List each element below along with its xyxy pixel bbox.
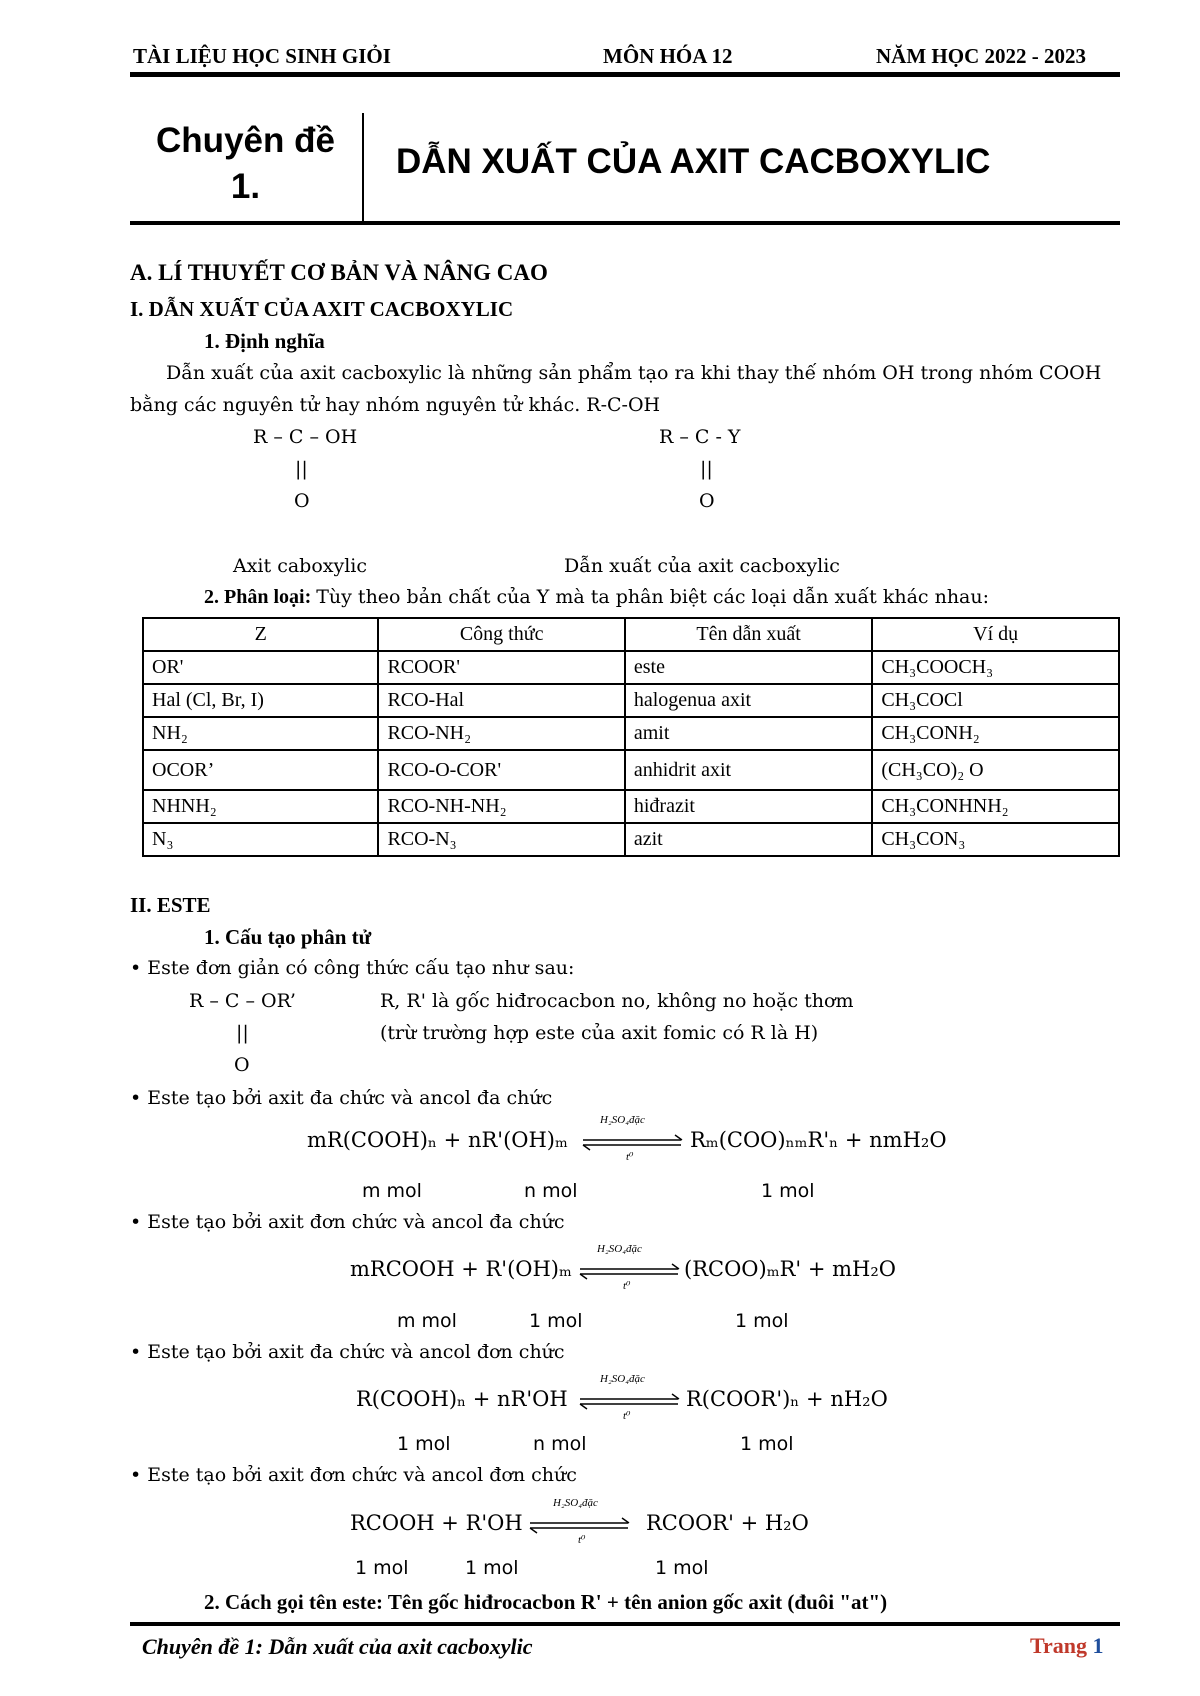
table-cell: RCO-NH₂ (378, 717, 624, 750)
reaction-2-mol-b: 1 mol (529, 1310, 583, 1332)
chapter-divider (362, 113, 364, 223)
reaction-4-mol-c: 1 mol (655, 1557, 709, 1579)
ester-double-bond: || (236, 1022, 249, 1044)
reaction-1-left: mR(COOH)ₙ + nR'(OH)ₘ (307, 1128, 568, 1152)
table-cell: CH₃CONH₂ (872, 717, 1119, 750)
table-cell: RCOOR' (378, 651, 624, 684)
reaction-3-left: R(COOH)ₙ + nR'OH (356, 1387, 568, 1411)
reaction-4-catalyst: H₂SO₄đặc (553, 1497, 598, 1509)
header-rule (130, 72, 1120, 77)
definition-line2: bằng các nguyên tử hay nhóm nguyên tử khác. R-C-OH (130, 394, 661, 416)
column-header: Ví dụ (872, 618, 1119, 651)
footer-text: Chuyên đề 1: Dẫn xuất của axit cacboxylic (142, 1634, 533, 1659)
table-cell: OR' (143, 651, 378, 684)
reaction-2-temp: t⁰ (623, 1280, 631, 1292)
table-cell: CH₃CONHNH₂ (872, 790, 1119, 823)
table-cell: amit (625, 717, 872, 750)
reaction-4-right: RCOOR' + H₂O (646, 1511, 809, 1535)
column-header: Z (143, 618, 378, 651)
acid-formula: R – C – OH (253, 426, 358, 448)
table-cell: RCO-NH-NH₂ (378, 790, 624, 823)
column-header: Tên dẫn xuất (625, 618, 872, 651)
structure-intro: • Este đơn giản có công thức cấu tạo như sau: (130, 957, 575, 979)
derivatives-table (142, 617, 1120, 857)
reaction-1-catalyst: H₂SO₄đặc (600, 1114, 645, 1126)
reaction-3-temp: t⁰ (623, 1410, 631, 1422)
derivative-double-bond: || (700, 458, 713, 480)
header-center: MÔN HÓA 12 (603, 44, 733, 68)
table-cell: RCO-N₃ (378, 823, 624, 856)
reaction-2-right: (RCOO)ₘR' + mH₂O (684, 1257, 896, 1281)
chapter-label (133, 118, 358, 210)
reaction-4-temp: t⁰ (578, 1534, 586, 1546)
acid-double-bond: || (295, 458, 308, 480)
derivative-caption: Dẫn xuất của axit cacboxylic (564, 555, 840, 577)
reaction-2-left: mRCOOH + R'(OH)ₘ (350, 1257, 572, 1281)
reaction-1-mol-b: n mol (524, 1180, 578, 1202)
table-cell: CH₃CON₃ (872, 823, 1119, 856)
page-number (1030, 1633, 1104, 1659)
reaction-1-mol-c: 1 mol (761, 1180, 815, 1202)
classification-heading: 2. Phân loại: (204, 586, 312, 608)
reaction-1-right: Rₘ(COO)ₙₘR'ₙ + nmH₂O (690, 1128, 947, 1152)
table-cell: NH₂ (143, 717, 378, 750)
table-row (143, 651, 1119, 684)
section-a-heading: A. LÍ THUYẾT CƠ BẢN VÀ NÂNG CAO (130, 260, 548, 285)
reaction-4-mol-b: 1 mol (465, 1557, 519, 1579)
chapter-label-line2: 1. (230, 167, 261, 206)
ester-formula: R – C – OR’ (189, 990, 296, 1012)
table-cell: CH₃COCl (872, 684, 1119, 717)
ester-oxygen: O (234, 1054, 250, 1076)
table-cell: NHNH₂ (143, 790, 378, 823)
ester-note1: R, R' là gốc hiđrocacbon no, không no hoặc thơm (380, 990, 854, 1012)
footer-rule (130, 1622, 1120, 1626)
acid-oxygen: O (294, 490, 310, 512)
definition-line1: Dẫn xuất của axit cacboxylic là những sản phẩm tạo ra khi thay thế nhóm OH trong nhóm COOH (166, 362, 1102, 384)
definition-heading: 1. Định nghĩa (204, 329, 325, 353)
table-cell: hiđrazit (625, 790, 872, 823)
table-row (143, 684, 1119, 717)
reaction-4-left: RCOOH + R'OH (350, 1511, 523, 1535)
table-cell: halogenua axit (625, 684, 872, 717)
reaction-3-title: • Este tạo bởi axit đa chức và ancol đơn chức (130, 1341, 565, 1363)
reaction-2-title: • Este tạo bởi axit đơn chức và ancol đa chức (130, 1211, 565, 1233)
reaction-3-mol-a: 1 mol (397, 1433, 451, 1455)
chapter-title: DẪN XUẤT CỦA AXIT CACBOXYLIC (396, 142, 991, 181)
table-header-row (143, 618, 1119, 651)
table-cell: azit (625, 823, 872, 856)
table-row (143, 717, 1119, 750)
table-cell: (CH₃CO)₂ O (872, 750, 1119, 790)
reaction-3-right: R(COOR')ₙ + nH₂O (686, 1387, 888, 1411)
page-number-value: 1 (1092, 1633, 1104, 1658)
header-right: NĂM HỌC 2022 - 2023 (876, 44, 1086, 68)
table-row (143, 823, 1119, 856)
naming-heading: 2. Cách gọi tên este: Tên gốc hiđrocacbon R' + tên anion gốc axit (đuôi "at") (204, 1590, 888, 1614)
reaction-2-mol-a: m mol (397, 1310, 457, 1332)
table-cell: anhidrit axit (625, 750, 872, 790)
table-cell: N₃ (143, 823, 378, 856)
table-cell: este (625, 651, 872, 684)
reaction-2-mol-c: 1 mol (735, 1310, 789, 1332)
reaction-3-mol-c: 1 mol (740, 1433, 794, 1455)
reaction-4-mol-a: 1 mol (355, 1557, 409, 1579)
derivative-oxygen: O (699, 490, 715, 512)
acid-caption: Axit caboxylic (233, 555, 368, 577)
reaction-1-temp: t⁰ (626, 1151, 634, 1163)
table-cell: CH₃COOCH₃ (872, 651, 1119, 684)
reaction-1-mol-a: m mol (362, 1180, 422, 1202)
column-header: Công thức (378, 618, 624, 651)
reaction-4-title: • Este tạo bởi axit đơn chức và ancol đơn chức (130, 1464, 577, 1486)
chapter-rule (130, 221, 1120, 225)
reaction-3-mol-b: n mol (533, 1433, 587, 1455)
table-cell: RCO-Hal (378, 684, 624, 717)
table-row (143, 790, 1119, 823)
page-label: Trang (1030, 1633, 1088, 1658)
ester-note2: (trừ trường hợp este của axit fomic có R là H) (380, 1022, 819, 1044)
table-cell: Hal (Cl, Br, I) (143, 684, 378, 717)
structure-heading: 1. Cấu tạo phân tử (204, 925, 372, 949)
reaction-3-catalyst: H₂SO₄đặc (600, 1373, 645, 1385)
table-row (143, 750, 1119, 790)
classification-line (204, 586, 989, 609)
derivative-formula: R – C - Y (659, 426, 741, 448)
chapter-label-line1: Chuyên đề (156, 121, 335, 160)
table-cell: RCO-O-COR' (378, 750, 624, 790)
header-left: TÀI LIỆU HỌC SINH GIỎI (133, 44, 391, 68)
section-2-heading: II. ESTE (130, 893, 211, 917)
section-1-heading: I. DẪN XUẤT CỦA AXIT CACBOXYLIC (130, 297, 514, 321)
classification-text: Tùy theo bản chất của Y mà ta phân biệt các loại dẫn xuất khác nhau: (316, 586, 990, 608)
table-cell: OCOR’ (143, 750, 378, 790)
reaction-1-title: • Este tạo bởi axit đa chức và ancol đa chức (130, 1087, 553, 1109)
reaction-2-catalyst: H₂SO₄đặc (597, 1243, 642, 1255)
